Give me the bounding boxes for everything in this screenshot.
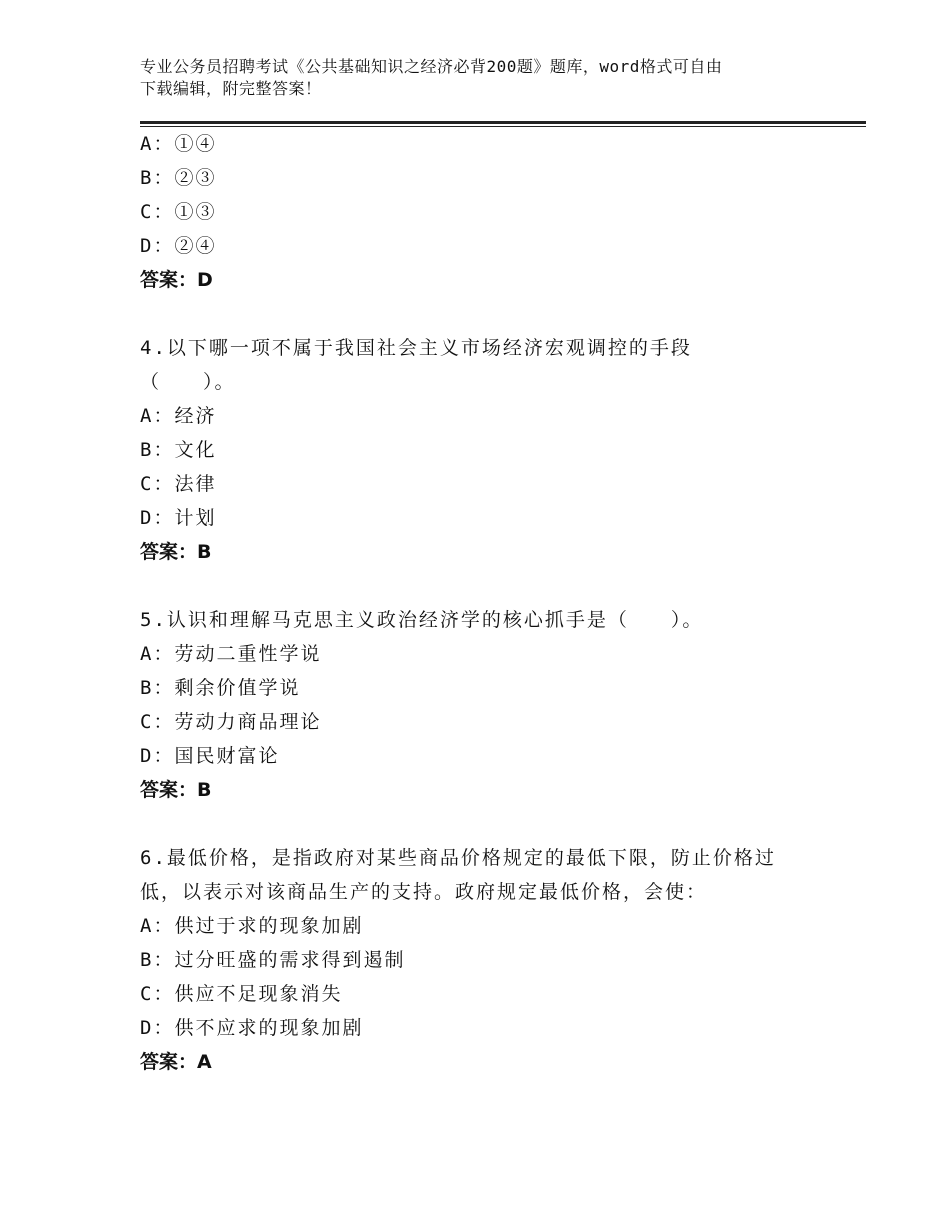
q4-stem-line-1: 4.以下哪一项不属于我国社会主义市场经济宏观调控的手段	[140, 337, 692, 359]
q6-option-c: C：供应不足现象消失	[140, 983, 343, 1005]
header-rule-thick	[140, 121, 866, 124]
q3-option-b: B：②③	[140, 167, 217, 189]
q3-option-a: A：①④	[140, 133, 217, 155]
spacer	[140, 569, 820, 603]
question-6	[140, 841, 820, 1079]
q5-answer: 答案：B	[140, 779, 212, 801]
q5-option-c: C：劳动力商品理论	[140, 711, 322, 733]
question-4	[140, 331, 820, 569]
header-line-1: 专业公务员招聘考试《公共基础知识之经济必背200题》题库，word格式可自由	[140, 57, 723, 76]
q3-option-d: D：②④	[140, 235, 217, 257]
q4-option-d: D：计划	[140, 507, 217, 529]
q3-answer: 答案：D	[140, 269, 213, 291]
q6-stem-line-1: 6.最低价格，是指政府对某些商品价格规定的最低下限，防止价格过	[140, 847, 776, 869]
question-3	[140, 127, 820, 297]
q5-option-a: A：劳动二重性学说	[140, 643, 322, 665]
q6-option-d: D：供不应求的现象加剧	[140, 1017, 364, 1039]
header-line-2: 下载编辑，附完整答案！	[140, 79, 322, 98]
q6-option-a: A：供过于求的现象加剧	[140, 915, 364, 937]
q5-option-b: B：剩余价值学说	[140, 677, 301, 699]
question-5	[140, 603, 820, 807]
spacer	[140, 297, 820, 331]
q6-answer: 答案：A	[140, 1051, 212, 1073]
q4-option-a: A：经济	[140, 405, 217, 427]
q6-stem-line-2: 低，以表示对该商品生产的支持。政府规定最低价格，会使：	[140, 881, 708, 903]
question-list	[140, 127, 820, 1079]
page-header	[140, 56, 810, 100]
spacer	[140, 807, 820, 841]
q4-option-b: B：文化	[140, 439, 217, 461]
q4-stem-line-2: （ ）。	[140, 371, 236, 393]
q6-option-b: B：过分旺盛的需求得到遏制	[140, 949, 406, 971]
q4-option-c: C：法律	[140, 473, 217, 495]
q4-answer: 答案：B	[140, 541, 212, 563]
q5-option-d: D：国民财富论	[140, 745, 280, 767]
q5-stem-line-1: 5.认识和理解马克思主义政治经济学的核心抓手是（ ）。	[140, 609, 704, 631]
q3-option-c: C：①③	[140, 201, 217, 223]
